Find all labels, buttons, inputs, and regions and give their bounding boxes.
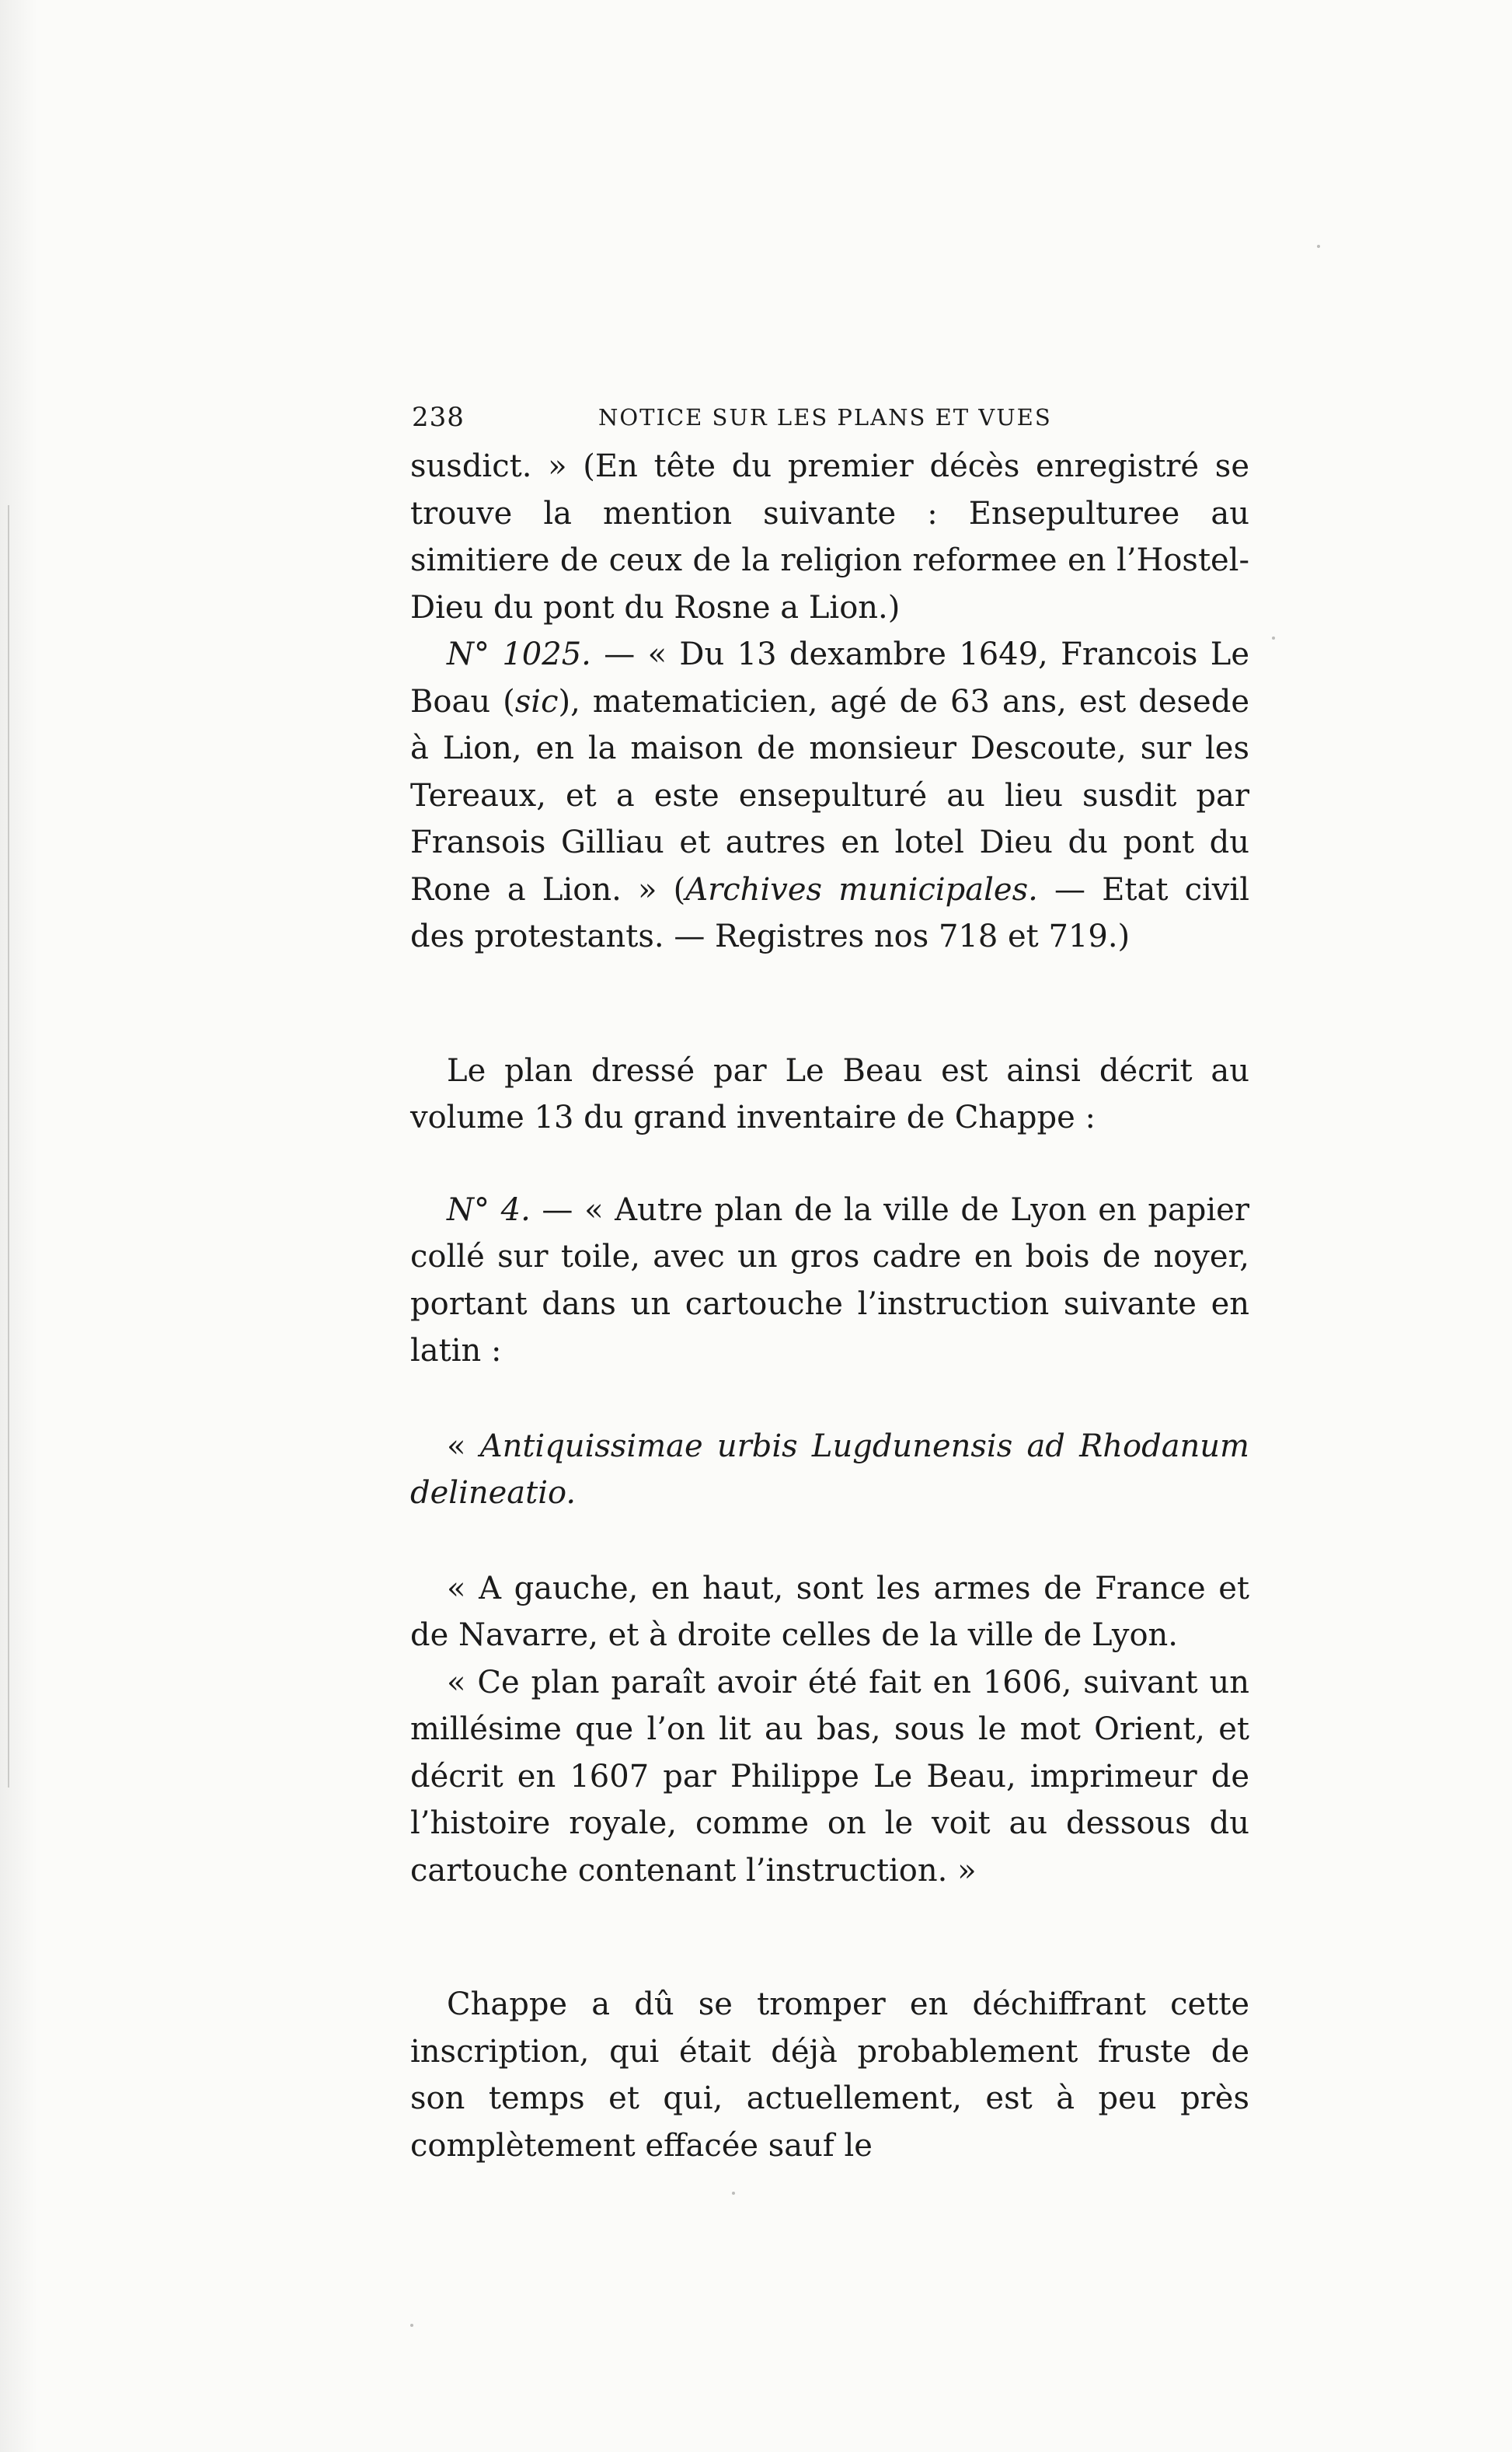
paragraph-2-text-a: — « Du 13 dexambre 1649, Francois Le Boau ( <box>410 637 1249 720</box>
page-number: 238 <box>412 402 465 433</box>
paragraph-6 <box>410 1565 1249 1659</box>
paragraph-2-text-b: ), matematicien, agé de 63 ans, est desede à Lion, en la maison de monsieur Descoute, sur les Tereaux, et a este ensepulturé au lieu susdit par Fransois Gilliau et autres en lotel Dieu du pont du Rone a Lion. » ( <box>410 683 1250 908</box>
entry-number-1025: N° 1025. <box>447 637 591 672</box>
paragraph-4-text: — « Autre plan de la ville de Lyon en papier collé sur toile, avec un gros cadre en bois de noyer, portant dans un cartouche l’instruction suivante en latin : <box>410 1191 1249 1369</box>
ink-speck <box>1317 245 1320 248</box>
paragraph-2-text-c: — Etat civil des protestants. — Registres nos 718 et 719.) <box>410 871 1249 954</box>
paragraph-7-text: « Ce plan paraît avoir été fait en 1606, suivant un millésime que l’on lit au bas, sous le mot Orient, et décrit en 1607 par Philippe Le Beau, imprimeur de l’histoire royale, comme on le voit au dessous du cartouche contenant l’instruction. » <box>410 1664 1249 1889</box>
paragraph-3-text: Le plan dressé par Le Beau est ainsi décrit au volume 13 du grand inventaire de Chappe : <box>410 1052 1249 1135</box>
latin-inscription: Antiquissimae urbis Lugdunensis ad Rhodanum delineatio. <box>410 1428 1249 1511</box>
paragraph-1 <box>410 443 1249 631</box>
archive-reference: Archives municipales. <box>685 871 1038 908</box>
main-text <box>410 443 1249 2169</box>
paragraph-1-text: susdict. » (En tête du premier décès enregistré se trouve la mention suivante : Ensepulturee au simitiere de ceux de la religion reformee en l’Hostel-Dieu du pont du Rosne a Lion.) <box>410 448 1249 626</box>
paragraph-3 <box>410 1048 1249 1142</box>
ink-speck <box>732 2192 735 2195</box>
page-header <box>412 392 1251 442</box>
running-title: NOTICE SUR LES PLANS ET VUES <box>598 404 1052 431</box>
paragraph-7 <box>410 1659 1249 1895</box>
latin-open-quote: « <box>447 1428 480 1464</box>
latin-title-line <box>410 1423 1249 1517</box>
paragraph-4 <box>410 1187 1249 1375</box>
sic-annotation: sic <box>514 683 559 720</box>
page-fold-line <box>8 505 9 1788</box>
ink-speck <box>410 2324 413 2327</box>
paragraph-2 <box>410 631 1249 961</box>
ink-speck <box>1272 637 1275 640</box>
paragraph-8 <box>410 1981 1249 2169</box>
paragraph-6-text: « A gauche, en haut, sont les armes de France et de Navarre, et à droite celles de la ville de Lyon. <box>410 1570 1249 1653</box>
paragraph-8-text: Chappe a dû se tromper en déchiffrant cette inscription, qui était déjà probablement fruste de son temps et qui, actuellement, est à peu près complètement effacée sauf le <box>410 1986 1249 2164</box>
page-shadow-edge <box>0 0 37 2452</box>
entry-number-4: N° 4. <box>447 1191 531 1228</box>
